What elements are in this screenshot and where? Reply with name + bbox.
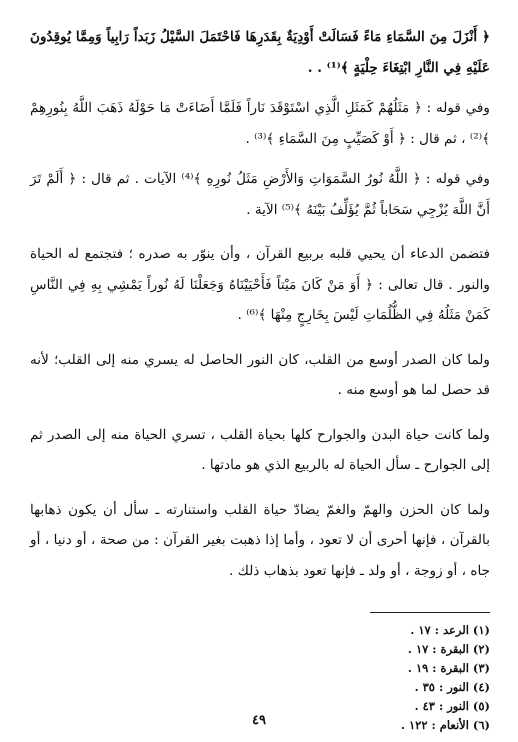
paragraph: ولما كانت حياة البدن والجوارح كلها بحياة القلب ، تسري الحياة منه إلى الصدر ثم إلى الجوارح ـ سأل الحياة له بالربيع الذي هو مادتها . [30, 426, 490, 473]
footnote: (١) الرعد : ١٧ . [410, 623, 490, 637]
paragraph: ولما كان الحزن والهمّ والغمّ يضادّ حياة القلب واستنارته ـ سأل أن يكون ذهابها بالقرآن ، فإنها أحرى أن لا تعود ، وأما إذا ذهبت بغير القرآن : من صحة ، أو دنيا ، أو جاه ، أو زوجة ، أو ولد ـ فإنها تعود بذهاب ذلك . [30, 501, 490, 579]
paragraph: فتضمن الدعاء أن يحيي قلبه بربيع القرآن ، وأن ينوّر به صدره ؛ فتجتمع له الحياة والنور . قال تعالى : ﴿ أَوَ مَنْ كَانَ مَيْتاً فَأَحْيَيْنَاهُ وَجَعَلْنَا لَهُ نُوراً يَمْشِي بِهِ فِي النَّاسِ كَمَنْ مَثَلُهُ فِي الظُّلُمَاتِ لَيْسَ بِخَارِجٍ مِنْهَا ﴾⁽⁶⁾ . [30, 246, 490, 323]
paragraph: وفي قوله : ﴿ مَثَلُهُمْ كَمَثَلِ الَّذِي اسْتَوْقَدَ نَاراً فَلَمَّا أَضَاءَتْ مَا حَوْلَهُ ذَهَبَ اللَّهُ بِنُورِهِمْ ﴾⁽²⁾ ، ثم قال : ﴿ أَوْ كَصَيِّبٍ مِنَ السَّمَاءِ ﴾⁽³⁾ . [30, 100, 490, 147]
footnote: (٣) البقرة : ١٩ . [407, 661, 490, 675]
footnote-separator [370, 612, 490, 613]
paragraph: وفي قوله : ﴿ اللَّهُ نُورُ السَّمَوَاتِ وَالأَرْضِ مَثَلُ نُورِهِ ﴾⁽⁴⁾ الآيات . ثم قال : ﴿ أَلَمْ تَرَ أَنَّ اللَّهَ يُزْجِي سَحَاباً ثُمَّ يُؤَلِّفُ بَيْنَهُ ﴾⁽⁵⁾ الآية . [30, 171, 490, 218]
footnote: (٤) النور : ٣٥ . [414, 680, 490, 694]
book-page [30, 22, 490, 742]
footnote: (٥) النور : ٤٣ . [414, 699, 490, 713]
quran-verse-paragraph: ﴿ أَنْزَلَ مِنَ السَّمَاءِ مَاءً فَسَالَتْ أَوْدِيَةٌ بِقَدَرِهَا فَاحْتَمَلَ السَّيْلُ زَبَداً رَابِياً وَمِمَّا يُوقِدُونَ عَلَيْهِ فِي النَّارِ ابْتِغَاءَ حِلْيَةٍ ﴾⁽¹⁾ . . [30, 29, 490, 76]
page-number: ٤٩ [252, 713, 266, 728]
footnote: (٢) البقرة : ١٧ . [407, 642, 490, 656]
paragraph: ولما كان الصدر أوسع من القلب، كان النور الحاصل له يسري منه إلى القلب؛ لأنه قد حصل لما هو أوسع منه . [30, 351, 490, 398]
footnote: (٦) الأنعام : ١٢٢ . [400, 718, 490, 732]
